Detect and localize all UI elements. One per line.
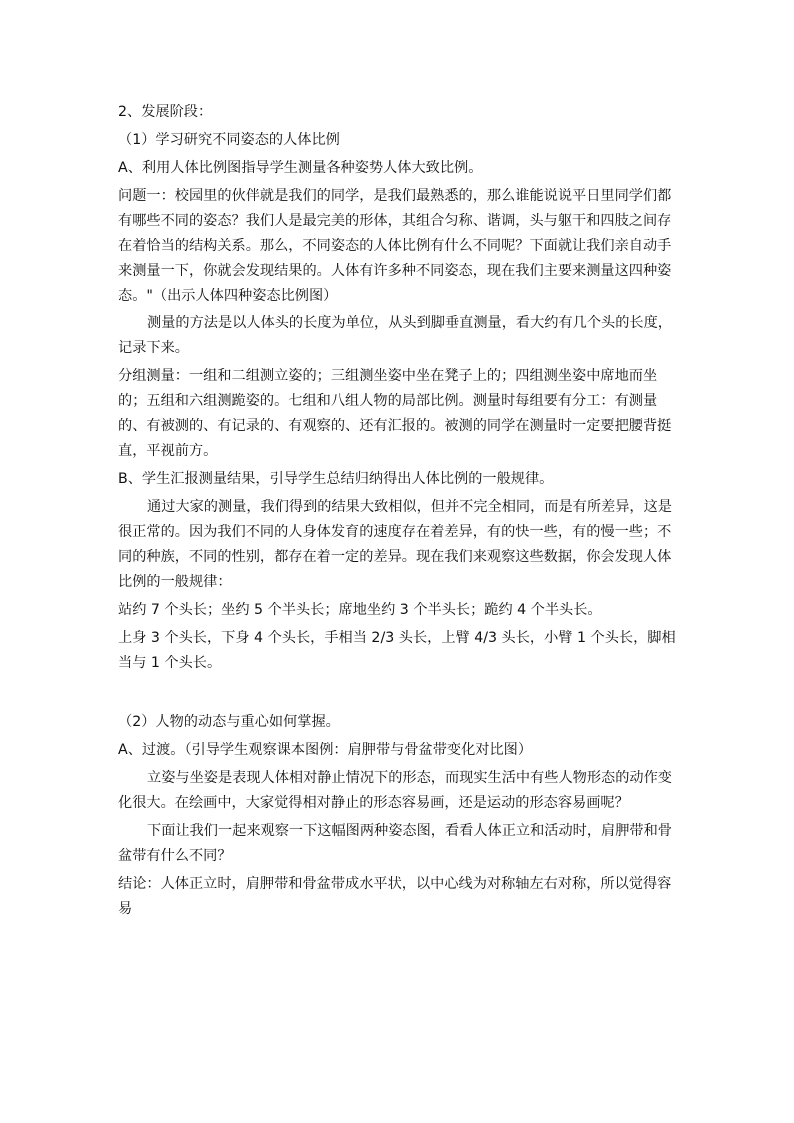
- body-part-proportions-line: 上身 3 个头长，下身 4 个头长，手相当 2/3 头长，上臂 4/3 头长，小臂 1 个头长，脚相当与 1 个头长。: [118, 630, 676, 671]
- measurement-method-paragraph: 测量的方法是以人体头的长度为单位，从头到脚垂直测量，看大约有几个头的长度，记录下来。: [118, 315, 672, 356]
- blank-line: [118, 676, 678, 710]
- section-heading-development: 2、发展阶段：: [118, 104, 213, 120]
- group-measurement-paragraph: 分组测量：一组和二组测立姿的；三组测坐姿中坐在凳子上的；四组测坐姿中席地而坐的；五组和六组测跪姿的。七组和八组人物的局部比例。测量时每组要有分工：有测量的、有被测的、有记录的、有观察的、还有汇报的。被测的同学在测量时一定要把腰背挺直，平视前方。: [118, 368, 672, 459]
- document-page: [118, 100, 678, 922]
- standing-sitting-paragraph: 立姿与坐姿是表现人体相对静止情况下的形态，而现实生活中有些人物形态的动作变化很大。在绘画中，大家觉得相对静止的形态容易画，还是运动的形态容易画呢？: [118, 770, 672, 811]
- subsection-heading-dynamics: （2）人物的动态与重心如何掌握。: [118, 714, 340, 730]
- results-paragraph: 通过大家的测量，我们得到的结果大致相似，但并不完全相同，而是有所差异，这是很正常的。因为我们不同的人身体发育的速度存在着差异，有的快一些，有的慢一些；不同的种族，不同的性别，都存在着一定的差异。现在我们来观察这些数据，你会发现人体比例的一般规律：: [118, 499, 672, 590]
- conclusion-paragraph: 结论：人体正立时，肩胛带和骨盆带成水平状，以中心线为对称轴左右对称，所以觉得容易: [118, 876, 672, 917]
- observe-figure-paragraph: 下面让我们一起来观察一下这幅图两种姿态图，看看人体正立和活动时，肩胛带和骨盆带有什么不同？: [118, 823, 672, 864]
- transition-heading: A、过渡。（引导学生观察课本图例：肩胛带与骨盆带变化对比图）: [118, 742, 533, 758]
- question-one-paragraph: 问题一：校园里的伙伴就是我们的同学，是我们最熟悉的，那么谁能说说平日里同学们都有哪些不同的姿态？我们人是最完美的形体，其组合匀称、谐调，头与躯干和四肢之间存在着恰当的结构关系。那么，不同姿态的人体比例有什么不同呢？下面就让我们亲自动手来测量一下，你就会发现结果的。人体有许多种不同姿态，现在我们主要来测量这四种姿态。"（出示人体四种姿态比例图）: [118, 188, 672, 304]
- posture-proportions-line: 站约 7 个头长；坐约 5 个半头长；席地坐约 3 个半头长；跪约 4 个半头长。: [118, 602, 602, 618]
- step-a-heading: A、利用人体比例图指导学生测量各种姿势人体大致比例。: [118, 160, 483, 176]
- subsection-heading-proportion: （1）学习研究不同姿态的人体比例: [118, 132, 340, 148]
- step-b-heading: B、学生汇报测量结果，引导学生总结归纳得出人体比例的一般规律。: [118, 471, 554, 487]
